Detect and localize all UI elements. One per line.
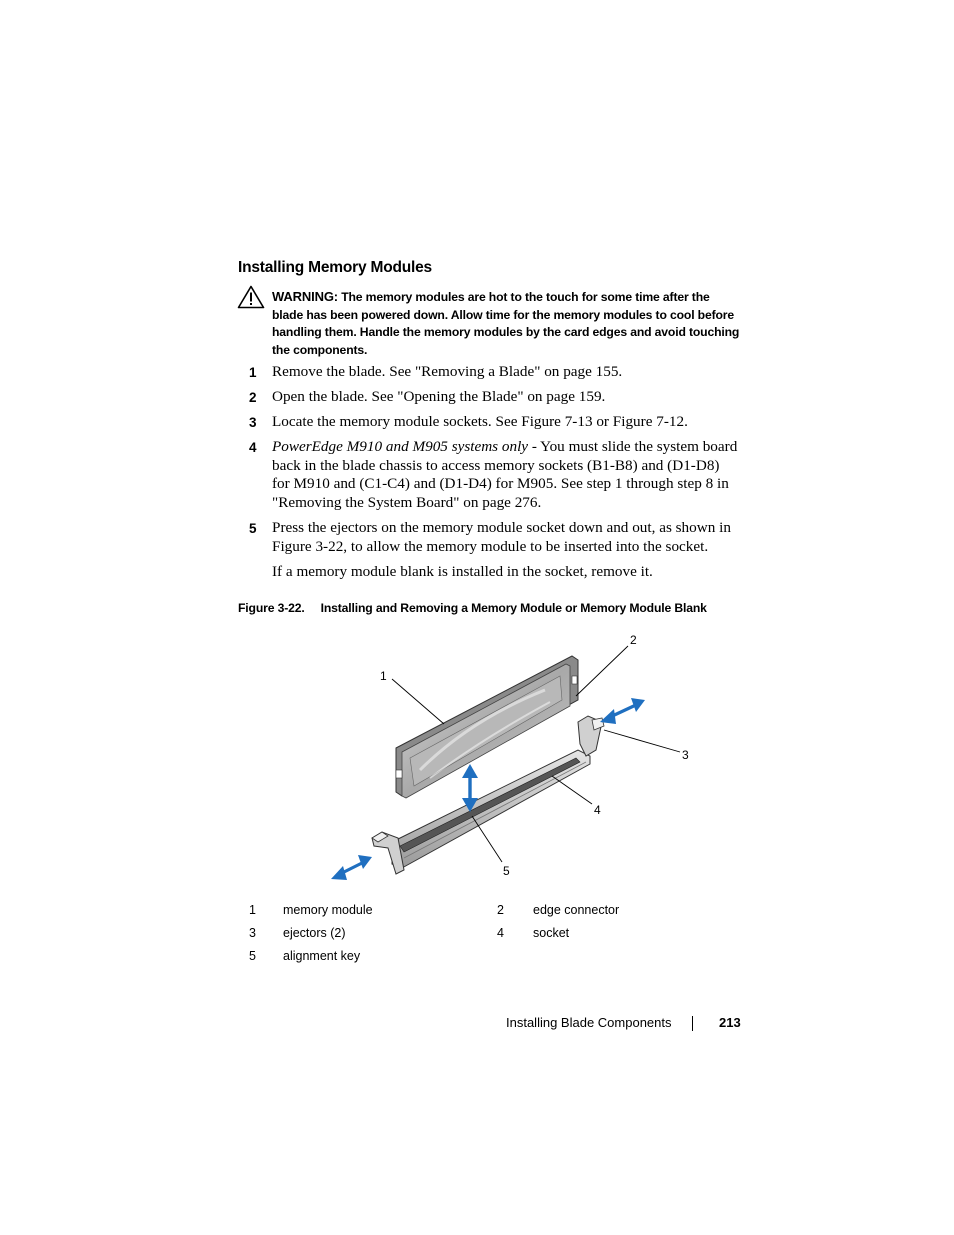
legend-label: memory module bbox=[283, 903, 373, 917]
legend-number: 4 bbox=[497, 926, 504, 940]
step-text: Press the ejectors on the memory module socket down and out, as shown in Figure 3-22, to allow the memory module to be inserted into the socket. bbox=[272, 519, 731, 555]
figure-title: Installing and Removing a Memory Module or Memory Module Blank bbox=[320, 601, 707, 615]
warning-block bbox=[272, 288, 742, 359]
warning-text: The memory modules are hot to the touch for some time after the blade has been powered down. Allow time for the memory modules to cool before handling them. Handle the memory modules by the card edges and avoid touching the components. bbox=[272, 290, 740, 357]
step-note: If a memory module blank is installed in the socket, remove it. bbox=[272, 563, 653, 580]
step-number: 3 bbox=[249, 415, 257, 430]
legend-number: 1 bbox=[249, 903, 256, 917]
legend-label: edge connector bbox=[533, 903, 620, 917]
callout-line-3 bbox=[604, 730, 680, 752]
callout-5: 5 bbox=[503, 864, 510, 878]
step-body-text: - You must slide the system board back in the blade chassis to access memory sockets (B1-B8) and (D1-D8) for M910 and (C1-C4) and (D1-D4) for M905. See step 1 through step 8 in "Removing the System Board" on page 276. bbox=[272, 438, 738, 512]
step-number: 4 bbox=[249, 440, 257, 455]
step-text bbox=[272, 438, 740, 513]
step-number: 5 bbox=[249, 521, 257, 536]
footer-chapter: Installing Blade Components bbox=[506, 1015, 672, 1030]
step-number: 2 bbox=[249, 390, 257, 405]
step-number: 1 bbox=[249, 365, 257, 380]
legend-label: alignment key bbox=[283, 949, 361, 963]
warning-icon bbox=[237, 285, 265, 309]
memory-module-diagram bbox=[320, 626, 700, 886]
step-italic-text: PowerEdge M910 and M905 systems only bbox=[272, 438, 529, 455]
legend-label: socket bbox=[533, 926, 570, 940]
step-text: Remove the blade. See "Removing a Blade" on page 155. bbox=[272, 363, 623, 380]
ejector-arrow-left bbox=[331, 855, 372, 880]
page-number: 213 bbox=[719, 1015, 741, 1030]
legend-number: 5 bbox=[249, 949, 256, 963]
legend-number: 2 bbox=[497, 903, 504, 917]
section-title: Installing Memory Modules bbox=[238, 259, 432, 276]
legend-number: 3 bbox=[249, 926, 256, 940]
figure-number: Figure 3-22. bbox=[238, 601, 305, 615]
callout-3: 3 bbox=[682, 748, 689, 762]
callout-2: 2 bbox=[630, 633, 637, 647]
callout-line-2 bbox=[576, 646, 628, 696]
callout-line-1 bbox=[392, 679, 444, 724]
step-text: Open the blade. See "Opening the Blade" on page 159. bbox=[272, 388, 606, 405]
legend-label: ejectors (2) bbox=[283, 926, 346, 940]
callout-1: 1 bbox=[380, 669, 387, 683]
callout-line-4 bbox=[552, 776, 592, 804]
callout-line-5 bbox=[472, 816, 502, 862]
callout-4: 4 bbox=[594, 803, 601, 817]
ejector-arrow-right bbox=[600, 698, 645, 724]
step-text: Locate the memory module sockets. See Figure 7-13 or Figure 7-12. bbox=[272, 413, 688, 430]
footer-divider bbox=[692, 1016, 693, 1031]
figure-caption bbox=[238, 601, 707, 615]
warning-label: WARNING: bbox=[272, 289, 338, 304]
